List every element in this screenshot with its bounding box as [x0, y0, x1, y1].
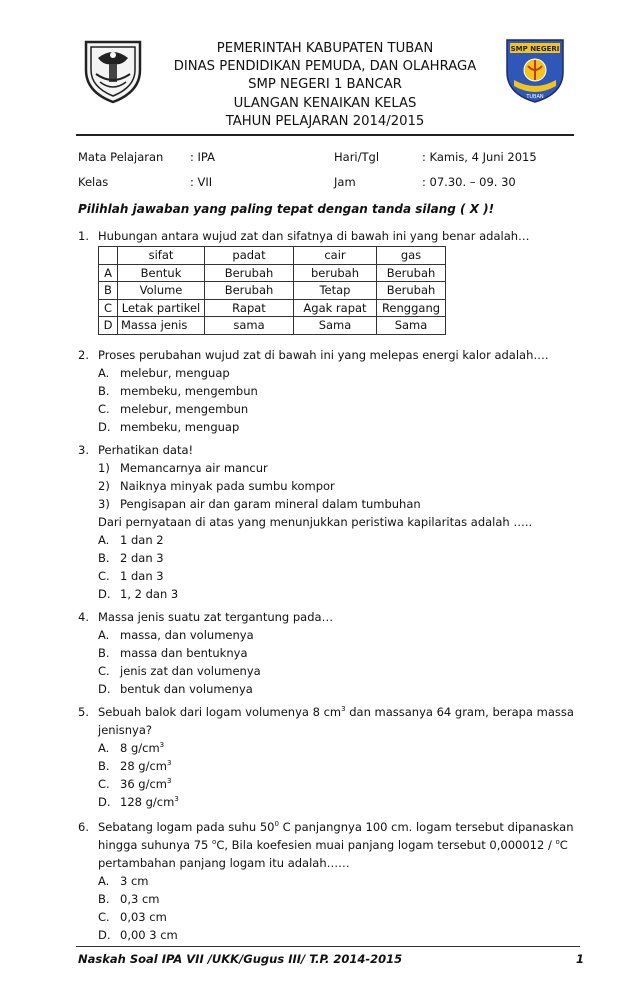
- option-text: bentuk dan volumenya: [120, 682, 253, 696]
- option-letter: D.: [98, 420, 111, 434]
- table-row: [99, 299, 446, 317]
- table-cell: Sama: [377, 317, 446, 335]
- question-text: Dari pernyataan di atas yang menunjukkan peristiwa kapilaritas adalah …..: [98, 515, 533, 529]
- option-text: 1, 2 dan 3: [120, 587, 179, 601]
- question-text: Sebatang logam pada suhu $50^0$ C panjangnya 100 cm. logam tersebut dipanaskan: [98, 820, 574, 834]
- question-text: Hubungan antara wujud zat dan sifatnya di bawah ini yang benar adalah…: [98, 229, 530, 243]
- option-text: melebur, menguap: [120, 366, 230, 380]
- question-number: 3.: [78, 443, 89, 457]
- option-text: membeku, mengembun: [120, 384, 258, 398]
- header-exam: ULANGAN KENAIKAN KELAS: [233, 95, 417, 111]
- option-text: melebur, mengembun: [120, 402, 249, 416]
- question-text: Perhatikan data!: [98, 443, 194, 457]
- table-cell: C: [99, 299, 118, 317]
- school-emblem-label: SMP NEGERI: [510, 45, 560, 53]
- table-cell: Tetap: [294, 282, 377, 300]
- option-letter: C.: [98, 402, 110, 416]
- option-letter: A.: [98, 366, 110, 380]
- table-cell: padat: [205, 247, 294, 265]
- item-text: Memancarnya air mancur: [120, 461, 268, 475]
- option-text: 28 $g/cm^3$: [120, 759, 172, 773]
- school-emblem-icon: [504, 36, 566, 104]
- table-cell: berubah: [294, 264, 377, 282]
- table-cell: Berubah: [205, 264, 294, 282]
- table-cell: Volume: [118, 282, 205, 300]
- footer-divider: [76, 946, 580, 947]
- option-text: 1 dan 3: [120, 569, 164, 583]
- table-cell: cair: [294, 247, 377, 265]
- footer-text: Naskah Soal IPA VII /UKK/Gugus III/ T.P. 2014-2015: [78, 952, 403, 966]
- table-cell: Letak partikel: [118, 299, 205, 317]
- option-text: 128 $g/cm^3$: [120, 795, 179, 809]
- table-header-row: [99, 247, 446, 265]
- table-cell: Rapat: [205, 299, 294, 317]
- footer: [78, 952, 584, 966]
- option-letter: A.: [98, 874, 110, 888]
- option-letter: C.: [98, 664, 110, 678]
- page-number: 1: [575, 952, 584, 966]
- option-text: 36 $g/cm^3$: [120, 777, 172, 791]
- header-year: TAHUN PELAJARAN 2014/2015: [225, 113, 425, 129]
- letterhead: [150, 40, 500, 131]
- table-cell: A: [99, 264, 118, 282]
- table-cell: [99, 247, 118, 265]
- option-letter: B.: [98, 384, 110, 398]
- option-letter: C.: [98, 777, 110, 791]
- table-cell: Agak rapat: [294, 299, 377, 317]
- option-text: 0,3 cm: [120, 892, 160, 906]
- time-value: : 07.30. – 09. 30: [422, 175, 516, 189]
- subject-value: : IPA: [190, 150, 215, 164]
- option-letter: D.: [98, 928, 111, 942]
- table-cell: sifat: [118, 247, 205, 265]
- option-letter: C.: [98, 910, 110, 924]
- table-row: [99, 317, 446, 335]
- table-row: [99, 264, 446, 282]
- option-text: 8 $g/cm^3$: [120, 741, 165, 755]
- table-cell: Sama: [294, 317, 377, 335]
- header-department: DINAS PENDIDIKAN PEMUDA, DAN OLAHRAGA: [173, 59, 477, 75]
- table-cell: Massa jenis: [118, 317, 205, 335]
- instruction: Pilihlah jawaban yang paling tepat dengan tanda silang ( X )!: [78, 202, 495, 216]
- question-text: Proses perubahan wujud zat di bawah ini yang melepas energi kalor adalah….: [98, 348, 549, 362]
- question-text: pertambahan panjang logam itu adalah……: [98, 856, 350, 870]
- question-text: Sebuah balok dari logam volumenya 8 $cm^3$ dan massanya 64 gram, berapa massa: [98, 705, 574, 719]
- table-cell: Berubah: [377, 264, 446, 282]
- question-number: 2.: [78, 348, 89, 362]
- option-letter: B.: [98, 551, 110, 565]
- table-row: [99, 282, 446, 300]
- question-number: 6.: [78, 820, 89, 834]
- header-school: SMP NEGERI 1 BANCAR: [248, 77, 402, 93]
- table-cell: Berubah: [205, 282, 294, 300]
- question-text: hingga suhunya 75 $^o$C, Bila koefesien muai panjang logam tersebut 0,000012 / $^o$C: [98, 838, 568, 852]
- school-emblem-bottom-label: TUBAN: [526, 94, 544, 100]
- option-text: 1 dan 2: [120, 533, 164, 547]
- question-number: 1.: [78, 229, 89, 243]
- option-letter: C.: [98, 569, 110, 583]
- table-cell: Berubah: [377, 282, 446, 300]
- option-text: 2 dan 3: [120, 551, 164, 565]
- header-government: PEMERINTAH KABUPATEN TUBAN: [216, 41, 434, 56]
- question-text: Massa jenis suatu zat tergantung pada…: [98, 610, 334, 624]
- option-letter: A.: [98, 533, 110, 547]
- question-number: 4.: [78, 610, 89, 624]
- subject-label: Mata Pelajaran: [78, 150, 164, 164]
- table-cell: gas: [377, 247, 446, 265]
- item-text: Naiknya minyak pada sumbu kompor: [120, 479, 335, 493]
- option-text: jenis zat dan volumenya: [120, 664, 261, 678]
- class-value: : VII: [190, 175, 213, 189]
- table-cell: sama: [205, 317, 294, 335]
- option-text: massa, dan volumenya: [120, 628, 254, 642]
- day-value: : Kamis, 4 Juni 2015: [422, 150, 537, 164]
- option-text: 0,00 3 cm: [120, 928, 178, 942]
- item-text: Pengisapan air dan garam mineral dalam tumbuhan: [120, 497, 421, 511]
- class-label: Kelas: [78, 175, 109, 189]
- option-letter: B.: [98, 759, 110, 773]
- item-number: 2): [98, 479, 110, 493]
- option-letter: B.: [98, 892, 110, 906]
- option-text: membeku, menguap: [120, 420, 240, 434]
- day-label: Hari/Tgl: [334, 150, 380, 164]
- option-letter: D.: [98, 587, 111, 601]
- option-text: 3 cm: [120, 874, 149, 888]
- option-letter: D.: [98, 682, 111, 696]
- option-text: 0,03 cm: [120, 910, 167, 924]
- table-cell: D: [99, 317, 118, 335]
- item-number: 3): [98, 497, 110, 511]
- option-letter: B.: [98, 646, 110, 660]
- item-number: 1): [98, 461, 110, 475]
- question-number: 5.: [78, 705, 89, 719]
- tuban-regency-emblem-icon: [82, 36, 144, 104]
- question-text: jenisnya?: [98, 723, 152, 737]
- table-cell: Bentuk: [118, 264, 205, 282]
- table-cell: Renggang: [377, 299, 446, 317]
- header-divider: [76, 134, 574, 136]
- q1-table: [98, 246, 446, 335]
- table-cell: B: [99, 282, 118, 300]
- option-letter: D.: [98, 795, 111, 809]
- option-letter: A.: [98, 741, 110, 755]
- option-letter: A.: [98, 628, 110, 642]
- time-label: Jam: [334, 175, 356, 189]
- option-text: massa dan bentuknya: [120, 646, 248, 660]
